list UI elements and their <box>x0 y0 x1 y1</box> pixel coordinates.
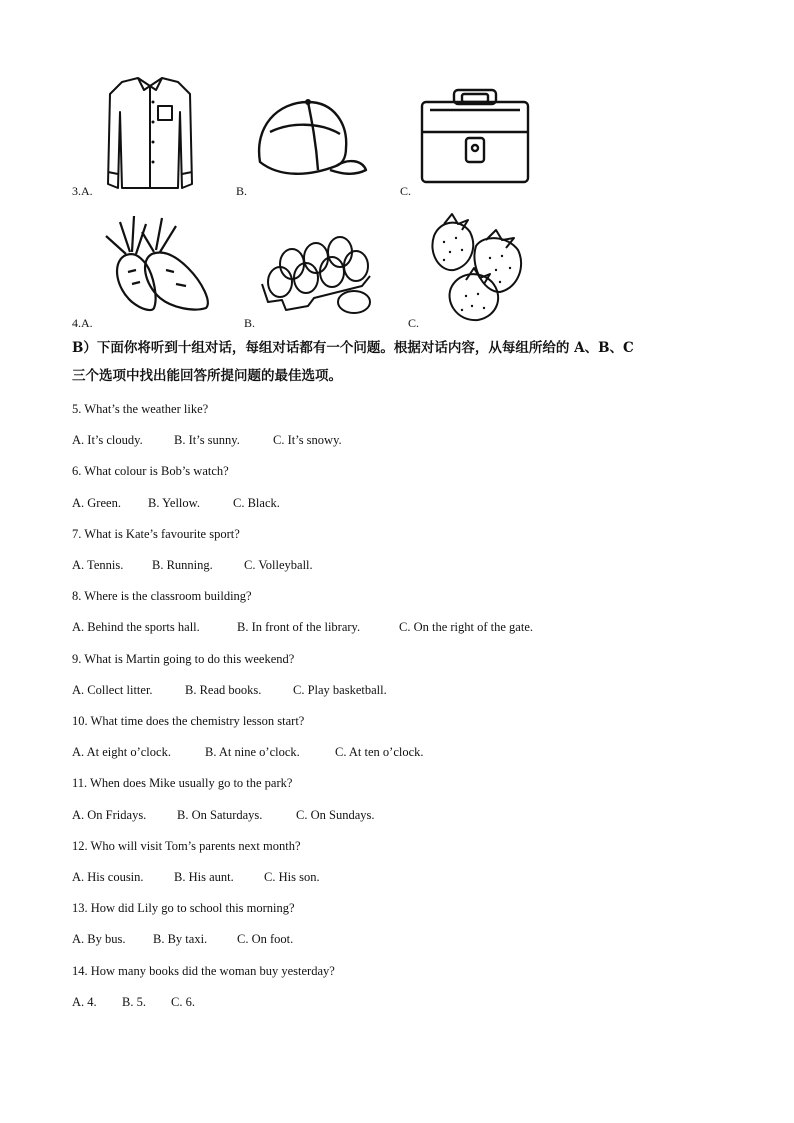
option-c: C. Volleyball. <box>244 558 313 572</box>
option-c: C. 6. <box>171 995 195 1009</box>
options-row <box>72 870 320 885</box>
option-a: A. At eight o’clock. <box>72 745 171 759</box>
option-c: C. It’s snowy. <box>273 433 342 447</box>
option-b: B. 5. <box>122 995 146 1009</box>
question-text: 6. What colour is Bob’s watch? <box>72 464 229 478</box>
option-label: C. <box>400 184 412 198</box>
option-c: C. On the right of the gate. <box>399 620 533 634</box>
option-label: B. <box>236 184 248 198</box>
question-text: 14. How many books did the woman buy yesterday? <box>72 964 335 978</box>
options-row <box>72 995 195 1010</box>
question-text: 12. Who will visit Tom’s parents next month? <box>72 839 301 853</box>
option-a: A. It’s cloudy. <box>72 433 143 447</box>
option-a: A. Green. <box>72 496 121 510</box>
options-row <box>72 683 387 698</box>
question-text: 7. What is Kate’s favourite sport? <box>72 527 240 541</box>
option-c: C. Play basketball. <box>293 683 387 697</box>
question-text: 8. Where is the classroom building? <box>72 589 252 603</box>
option-b: B. Yellow. <box>148 496 200 510</box>
option-label: C. <box>408 316 420 330</box>
options-row <box>72 745 424 760</box>
option-label: 4.A. <box>72 316 93 330</box>
option-a: A. His cousin. <box>72 870 144 884</box>
question-text: 13. How did Lily go to school this morning? <box>72 901 295 915</box>
option-a: A. 4. <box>72 995 97 1009</box>
option-c: C. Black. <box>233 496 280 510</box>
section-instructions <box>72 334 732 390</box>
strawberry-icon <box>426 210 530 324</box>
briefcase-icon <box>418 88 532 186</box>
shirt-icon <box>100 72 200 194</box>
option-b: B. In front of the library. <box>237 620 361 634</box>
option-c: C. His son. <box>264 870 320 884</box>
option-label: B. <box>244 316 256 330</box>
question-text: 10. What time does the chemistry lesson start? <box>72 714 305 728</box>
option-b: B. At nine o’clock. <box>205 745 300 759</box>
options-row <box>72 433 342 448</box>
option-b: B. By taxi. <box>153 932 208 946</box>
option-c: C. On Sundays. <box>296 808 375 822</box>
options-row <box>72 808 374 823</box>
option-c: C. On foot. <box>237 932 294 946</box>
carrot-icon <box>102 212 212 318</box>
option-b: B. His aunt. <box>174 870 234 884</box>
eggs-icon <box>258 232 378 318</box>
cap-icon <box>250 92 370 190</box>
option-b: B. Running. <box>152 558 213 572</box>
question-text: 5. What’s the weather like? <box>72 402 209 416</box>
question-text: 11. When does Mike usually go to the park? <box>72 776 293 790</box>
section-instruction-line: 三个选项中找出能回答所提问题的最佳选项。 <box>72 368 342 384</box>
option-label: 3.A. <box>72 184 93 198</box>
option-b: B. It’s sunny. <box>174 433 240 447</box>
options-row <box>72 620 533 635</box>
section-instruction-line: B）下面你将听到十组对话，每组对话都有一个问题。根据对话内容，从每组所给的 A、B、C <box>72 340 634 356</box>
option-a: A. Tennis. <box>72 558 124 572</box>
option-a: A. On Fridays. <box>72 808 147 822</box>
options-row <box>72 558 313 573</box>
options-row <box>72 496 280 511</box>
option-b: B. Read books. <box>185 683 262 697</box>
option-b: B. On Saturdays. <box>177 808 263 822</box>
question-text: 9. What is Martin going to do this weekend? <box>72 652 295 666</box>
option-c: C. At ten o’clock. <box>335 745 424 759</box>
option-a: A. Collect litter. <box>72 683 153 697</box>
options-row <box>72 932 293 947</box>
option-a: A. By bus. <box>72 932 126 946</box>
option-a: A. Behind the sports hall. <box>72 620 200 634</box>
